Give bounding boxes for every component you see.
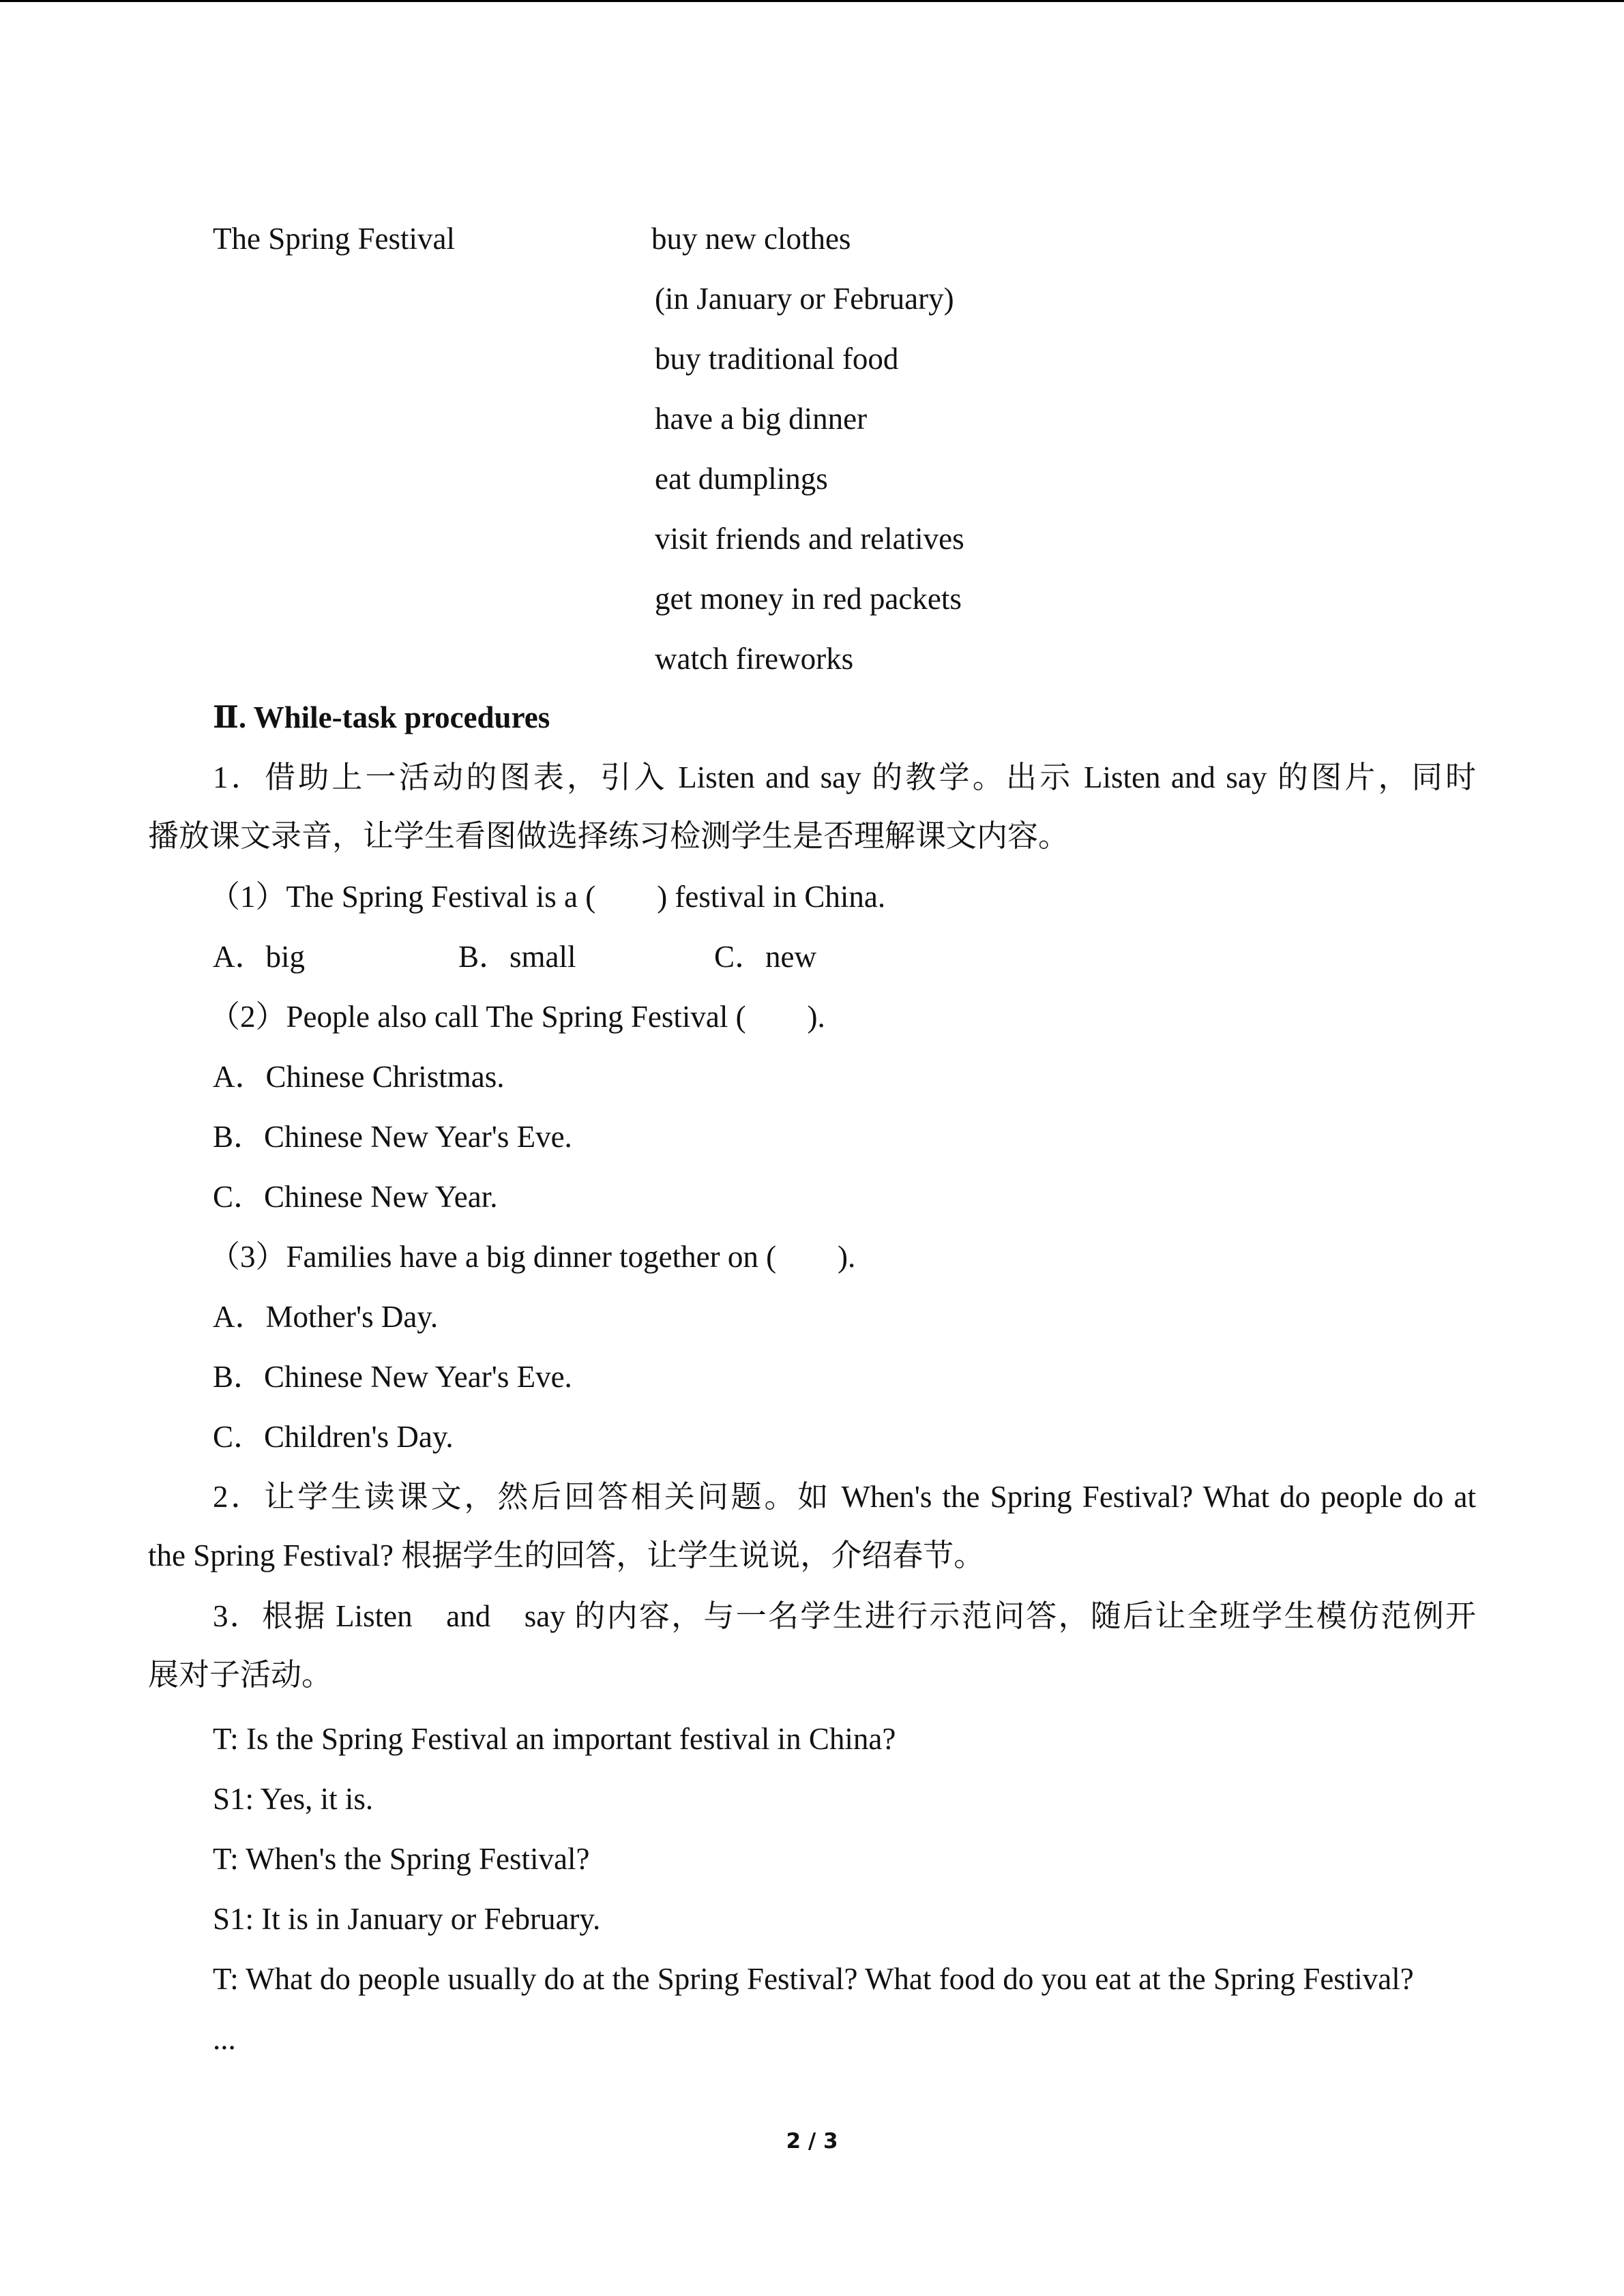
festival-name: The Spring Festival: [213, 222, 455, 256]
activity-item: have a big dinner: [655, 402, 868, 436]
step2-line2: the Spring Festival? 根据学生的回答，让学生说说，介绍春节。: [148, 1538, 985, 1572]
activity-item: visit friends and relatives: [655, 522, 964, 556]
dialogue-line: T: What do people usually do at the Spring Festival? What food do you eat at the Spring Festival?: [213, 1962, 1414, 1996]
question-2-stem: （2）People also call The Spring Festival ( ).: [209, 1000, 825, 1034]
section-heading: Ⅱ. While-task procedures: [213, 700, 550, 734]
step3-line1: 3．根据 Listen and say 的内容，与一名学生进行示范问答，随后让全班学生模仿范例开: [213, 1599, 1476, 1633]
activity-item: buy new clothes: [651, 222, 851, 256]
activity-item: (in January or February): [655, 282, 954, 316]
question-1-option-a: A．big: [213, 940, 306, 974]
dialogue-line: T: Is the Spring Festival an important festival in China?: [213, 1722, 896, 1756]
question-1-stem: （1）The Spring Festival is a ( ) festival in China.: [209, 880, 886, 914]
activity-item: buy traditional food: [655, 342, 899, 376]
activity-item: watch fireworks: [655, 642, 854, 676]
question-1-option-c: C．new: [714, 940, 816, 974]
top-border-line: [0, 0, 1624, 2]
question-2-option: C．Chinese New Year.: [213, 1180, 498, 1214]
step1-line1: 1．借助上一活动的图表，引入 Listen and say 的教学。出示 Listen and say 的图片，同时: [213, 760, 1476, 794]
page-number: 2 / 3: [786, 2129, 838, 2153]
dialogue-line: ...: [213, 2022, 236, 2056]
question-3-option: B．Chinese New Year's Eve.: [213, 1360, 572, 1394]
dialogue-line: S1: It is in January or February.: [213, 1902, 601, 1936]
question-1-option-b: B．small: [458, 940, 576, 974]
dialogue-line: S1: Yes, it is.: [213, 1782, 374, 1816]
question-2-option: A．Chinese Christmas.: [213, 1060, 505, 1094]
question-3-option: C．Children's Day.: [213, 1420, 454, 1454]
question-3-stem: （3）Families have a big dinner together on ( ).: [209, 1240, 856, 1274]
dialogue-line: T: When's the Spring Festival?: [213, 1842, 590, 1876]
question-2-option: B．Chinese New Year's Eve.: [213, 1120, 572, 1154]
step1-line2: 播放课文录音，让学生看图做选择练习检测学生是否理解课文内容。: [148, 819, 1069, 853]
activity-item: eat dumplings: [655, 462, 828, 496]
step3-line2: 展对子活动。: [148, 1658, 333, 1692]
step2-line1: 2．让学生读课文，然后回答相关问题。如 When's the Spring Festival? What do people do at: [213, 1480, 1476, 1514]
activity-item: get money in red packets: [655, 582, 962, 616]
question-3-option: A．Mother's Day.: [213, 1300, 439, 1334]
